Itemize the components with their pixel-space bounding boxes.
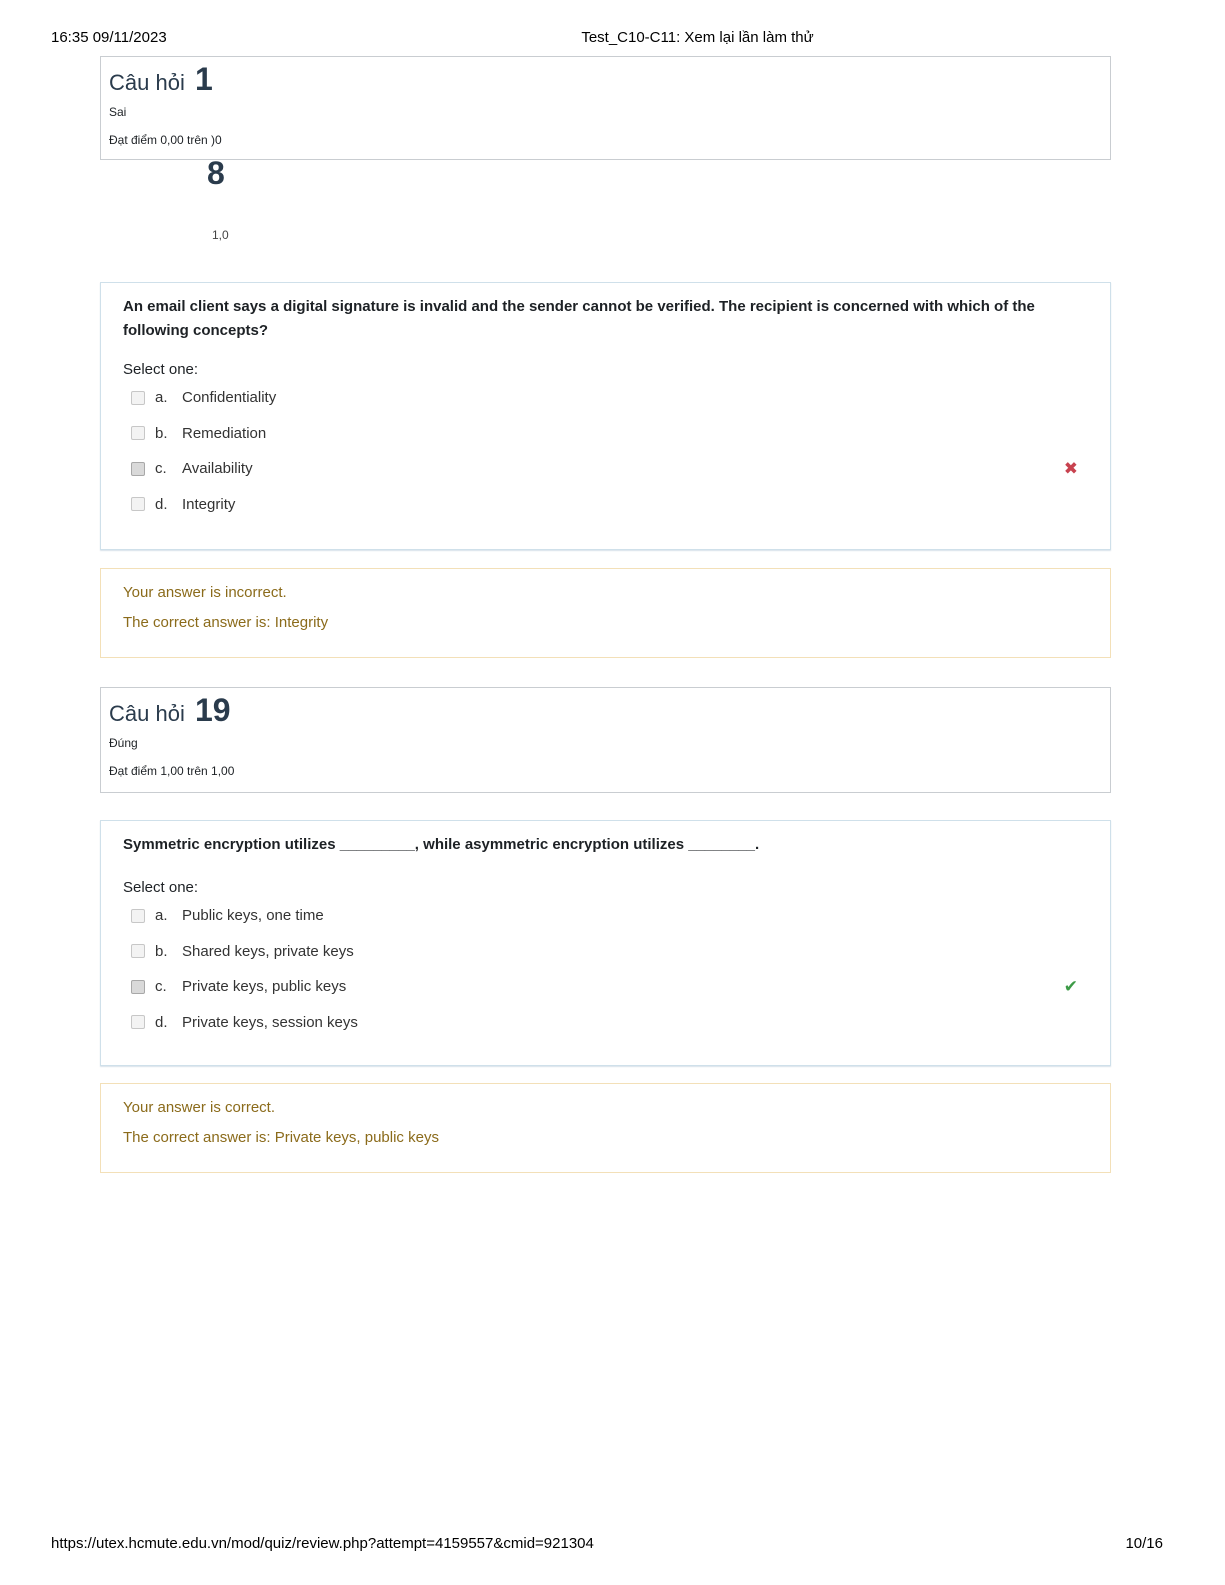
- question-heading-label: Câu hỏi: [109, 701, 185, 726]
- question-text: Symmetric encryption utilizes _________, while asymmetric encryption utilizes ________.: [123, 836, 760, 853]
- question-number-overflow: 8: [207, 155, 225, 191]
- answer-option-c[interactable]: [123, 451, 1088, 487]
- question-content-19: [100, 820, 1111, 1066]
- question-content-18: [100, 282, 1111, 550]
- option-letter: b.: [155, 942, 168, 960]
- radio-button[interactable]: [131, 426, 145, 440]
- question-heading-label: Câu hỏi: [109, 70, 185, 95]
- option-letter: d.: [155, 495, 168, 513]
- option-text: Availability: [182, 460, 253, 478]
- option-letter: c.: [155, 460, 167, 478]
- option-text: Confidentiality: [182, 389, 277, 407]
- select-one-prompt: Select one:: [123, 361, 199, 378]
- question-grade: Đạt điểm 1,00 trên 1,00: [109, 764, 235, 778]
- answer-option-a[interactable]: [123, 380, 1088, 416]
- incorrect-icon: ✖: [1063, 459, 1078, 478]
- radio-button[interactable]: [131, 1015, 145, 1029]
- feedback-result: Your answer is correct.: [123, 1099, 276, 1116]
- print-footer-url: https://utex.hcmute.edu.vn/mod/quiz/review.php?attempt=4159557&cmid=921304: [51, 1535, 594, 1552]
- feedback-18: [100, 568, 1111, 658]
- answer-option-a[interactable]: [123, 898, 1088, 934]
- option-text: Shared keys, private keys: [182, 942, 354, 960]
- answer-options: [123, 380, 1088, 522]
- question-grade-overflow: 1,0: [212, 228, 229, 242]
- question-grade: Đạt điểm 0,00 trên )0: [109, 133, 222, 147]
- answer-option-c[interactable]: [123, 969, 1088, 1005]
- question-number: 19: [194, 692, 231, 728]
- print-page-number: 10/16: [1125, 1535, 1163, 1552]
- answer-option-b[interactable]: [123, 934, 1088, 970]
- correct-check-icon: ✔: [1063, 977, 1078, 996]
- feedback-result: Your answer is incorrect.: [123, 584, 287, 601]
- question-heading: [109, 63, 1102, 99]
- print-datetime: 16:35 09/11/2023: [51, 29, 167, 46]
- radio-button[interactable]: [131, 944, 145, 958]
- question-state: Đúng: [109, 736, 138, 750]
- select-one-prompt: Select one:: [123, 879, 199, 896]
- option-text: Remediation: [182, 424, 267, 442]
- feedback-correct-answer: The correct answer is: Integrity: [123, 614, 329, 631]
- option-letter: c.: [155, 978, 167, 996]
- option-text: Private keys, public keys: [182, 978, 347, 996]
- question-info-19: [100, 687, 1111, 793]
- question-number: 1: [194, 61, 213, 97]
- option-text: Integrity: [182, 495, 236, 513]
- answer-option-b[interactable]: [123, 416, 1088, 452]
- option-text: Public keys, one time: [182, 907, 324, 925]
- question-heading: [109, 694, 1102, 730]
- question-info-18: [100, 56, 1111, 160]
- answer-options: [123, 898, 1088, 1040]
- option-letter: a.: [155, 907, 168, 925]
- question-state: Sai: [109, 105, 127, 119]
- radio-button[interactable]: [131, 909, 145, 923]
- option-letter: b.: [155, 424, 168, 442]
- radio-button[interactable]: [131, 391, 145, 405]
- question-text: An email client says a digital signature is invalid and the sender cannot be verified. The recipient is concerned with which of the following concepts?: [123, 298, 1035, 339]
- radio-button-selected[interactable]: [131, 980, 145, 994]
- answer-option-d[interactable]: [123, 487, 1088, 523]
- print-page-title: Test_C10-C11: Xem lại lần làm thử: [581, 29, 814, 46]
- option-letter: d.: [155, 1013, 168, 1031]
- radio-button[interactable]: [131, 497, 145, 511]
- feedback-correct-answer: The correct answer is: Private keys, public keys: [123, 1129, 439, 1146]
- radio-button-selected[interactable]: [131, 462, 145, 476]
- feedback-19: [100, 1083, 1111, 1173]
- option-text: Private keys, session keys: [182, 1013, 358, 1031]
- option-letter: a.: [155, 389, 168, 407]
- answer-option-d[interactable]: [123, 1005, 1088, 1041]
